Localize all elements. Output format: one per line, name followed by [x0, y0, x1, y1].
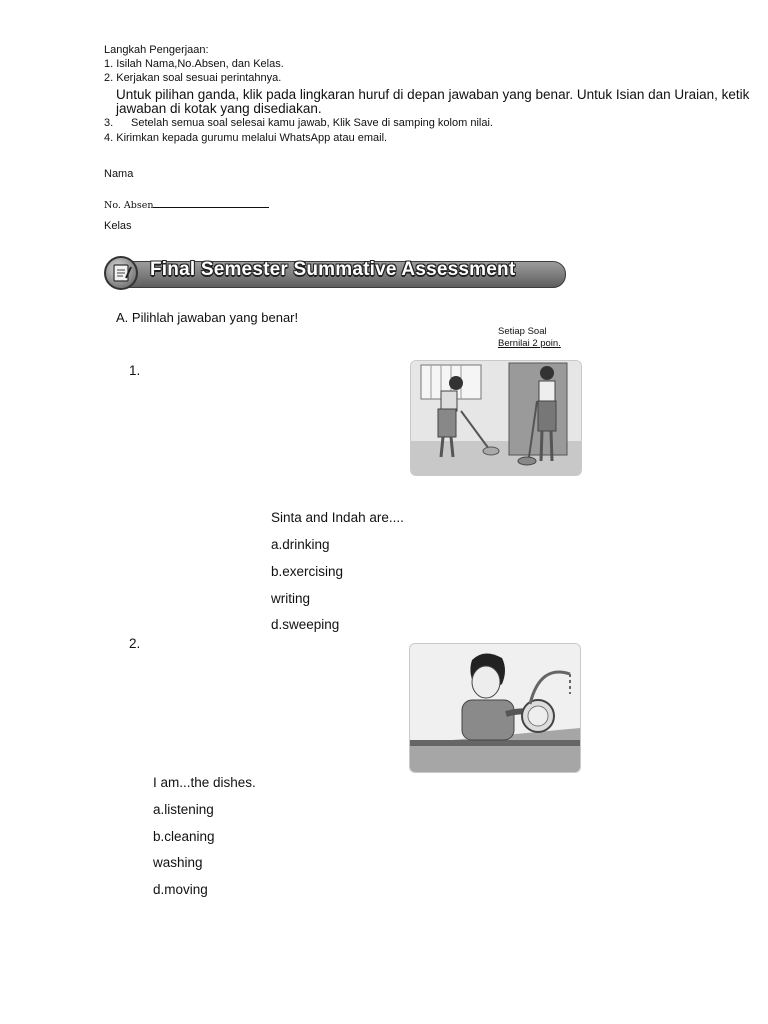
girls-sweeping-illustration	[410, 360, 582, 476]
instruction-step-3: Setelah semua soal selesai kamu jawab, Klik Save di samping kolom nilai.	[131, 117, 493, 129]
instruction-step-2: 2. Kerjakan soal sesuai perintahnya.	[104, 72, 282, 84]
instructions-title: Langkah Pengerjaan:	[104, 44, 209, 56]
question-2-option-c[interactable]: washing	[153, 855, 203, 870]
banner-title: Final Semester Summative Assessment	[150, 259, 516, 280]
absen-label: No. Absen	[104, 200, 154, 211]
instruction-step-3-number: 3.	[104, 117, 114, 129]
instruction-step-4: 4. Kirimkan kepada gurumu melalui WhatsApp atau email.	[104, 132, 388, 144]
question-1-option-b[interactable]: b.exercising	[271, 564, 344, 579]
question-2-number: 2.	[129, 636, 141, 651]
score-note-line-2: Bernilai 2 poin.	[498, 338, 561, 349]
instruction-step-2-detail-1: Untuk pilihan ganda, klik pada lingkaran huruf di depan jawaban yang benar. Untuk Isian dan Uraian, ketik	[116, 87, 750, 102]
section-heading: A. Pilihlah jawaban yang benar!	[116, 310, 299, 325]
question-2-prompt: I am...the dishes.	[153, 775, 256, 790]
score-note-line-1: Setiap Soal	[498, 326, 547, 337]
question-2-option-d[interactable]: d.moving	[153, 882, 208, 897]
question-2-option-b[interactable]: b.cleaning	[153, 829, 215, 844]
question-1-number: 1.	[129, 363, 141, 378]
absen-field[interactable]	[104, 195, 269, 213]
assessment-banner	[104, 256, 566, 290]
worksheet-icon	[104, 256, 138, 290]
kelas-label: Kelas	[104, 220, 132, 232]
instruction-step-1: 1. Isilah Nama,No.Absen, dan Kelas.	[104, 58, 284, 70]
question-2-option-a[interactable]: a.listening	[153, 802, 214, 817]
nama-label: Nama	[104, 168, 134, 180]
question-1-option-a[interactable]: a.drinking	[271, 537, 330, 552]
question-1-prompt: Sinta and Indah are....	[271, 510, 404, 525]
question-1-option-d[interactable]: d.sweeping	[271, 617, 340, 632]
boy-washing-dishes-illustration	[409, 643, 581, 773]
absen-underline	[153, 198, 269, 208]
instruction-step-2-detail-2: jawaban di kotak yang disediakan.	[116, 101, 322, 116]
question-1-option-c[interactable]: writing	[271, 591, 311, 606]
